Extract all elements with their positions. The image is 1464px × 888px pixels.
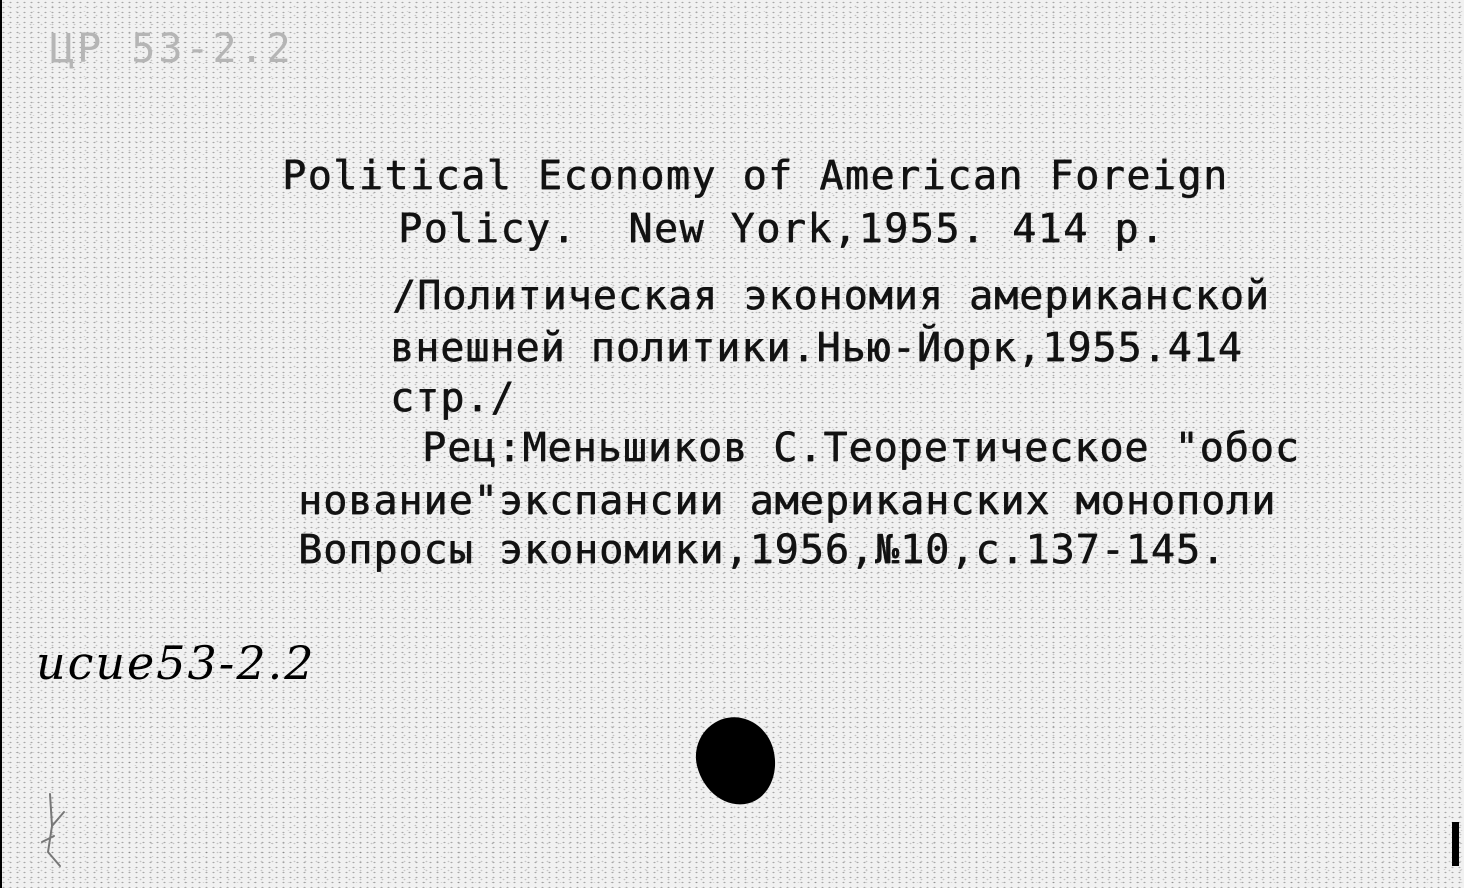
title-line-2: Policy. New York,1955. 414 p. xyxy=(398,206,1166,252)
title-line-1: Political Economy of American Foreign xyxy=(282,153,1229,199)
handwritten-code: ucue53-2.2 xyxy=(36,636,316,690)
translation-line-1: /Политическая экономия американской xyxy=(392,273,1270,319)
shelf-mark: ЦР 53-2.2 xyxy=(50,26,294,72)
translation-line-2: внешней политики.Нью-Йорк,1955.414 xyxy=(390,325,1243,371)
review-line-3: Вопросы экономики,1956,№10,с.137-145. xyxy=(298,527,1227,573)
translation-line-3: стр./ xyxy=(390,375,516,421)
review-line-2: нование"экспансии американских монополи xyxy=(298,478,1277,524)
punch-hole xyxy=(688,709,785,813)
card-left-edge xyxy=(0,0,2,888)
right-edge-mark xyxy=(1452,822,1459,866)
corner-pencil-mark xyxy=(30,792,90,872)
review-line-1: Рец:Меньшиков С.Теоретическое "обос xyxy=(422,425,1300,471)
